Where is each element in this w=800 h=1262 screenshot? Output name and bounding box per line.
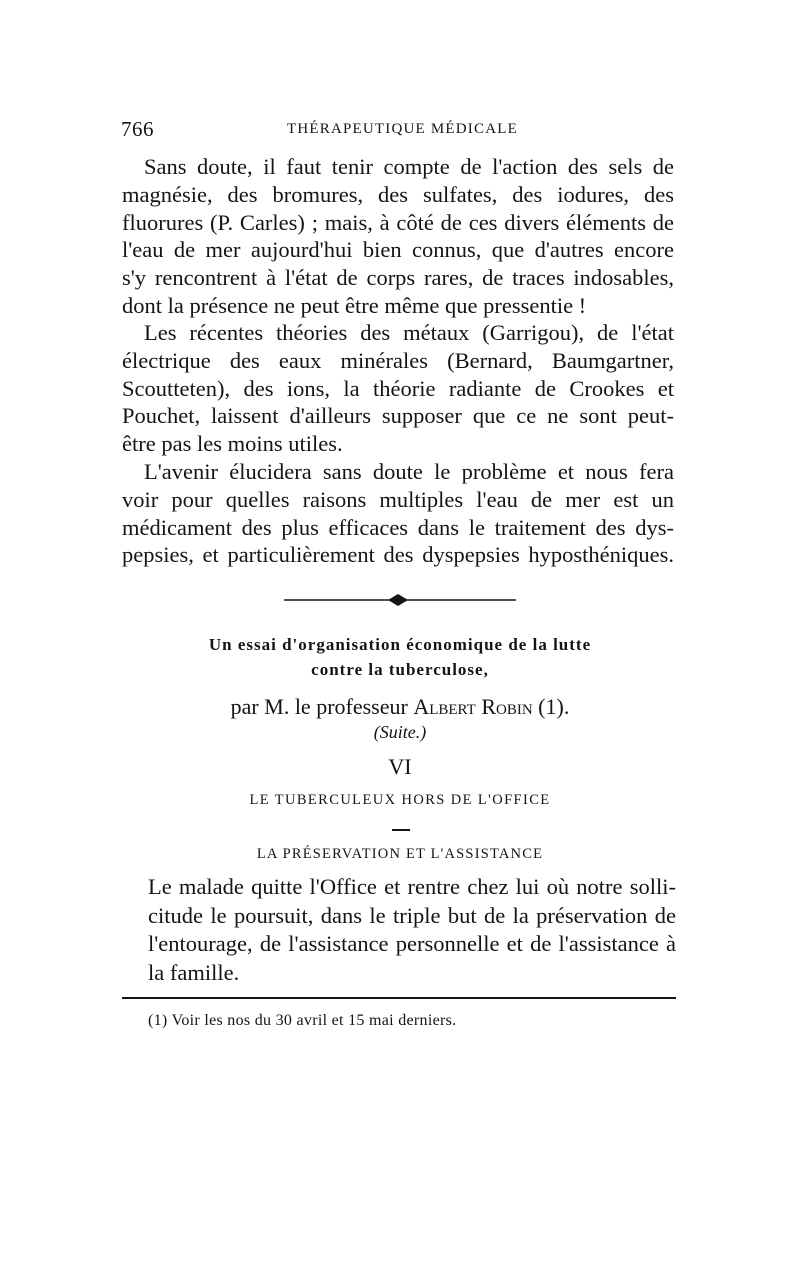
subsection-title: LA PRÉSERVATION ET L'ASSISTANCE [256,846,544,862]
text-line: pepsies, et particulièrement des dyspepsies hyposthéniques. [122,542,674,568]
article-title-line-2: contre la tuberculose, [311,660,489,679]
footnote: (1) Voir les nos du 30 avril et 15 mai derniers. [148,1012,457,1029]
text-line: Le malade quitte l'Office et rentre chez lui où notre solli- [148,874,676,899]
article-title [100,632,700,682]
text-line: s'y rencontrent à l'état de corps rares, de traces indosables, [122,265,674,291]
section-dash [392,829,410,831]
page-number: 766 [121,117,154,141]
text-line: citude le poursuit, dans le triple but de la préservation de [148,902,676,928]
section-title: LE TUBERCULEUX HORS DE L'OFFICE [249,792,551,808]
running-head: THÉRAPEUTIQUE MÉDICALE [287,121,518,137]
text-line: Les récentes théories des métaux (Garrigou), de l'état [144,320,674,345]
text-line: être pas les moins utiles. [122,431,343,457]
text-line: électrique des eaux minérales (Bernard, Baumgartner, [122,347,674,373]
text-line: médicament des plus efficaces dans le traitement des dys- [122,514,674,540]
text-line: magnésie, des bromures, des sulfates, des iodures, des [122,181,674,207]
article-title-line-1: Un essai d'organisation économique de la lutte [208,635,592,654]
byline [100,694,700,720]
paragraph-1 [122,153,674,320]
paragraph-3 [122,458,674,569]
text-line: la famille. [148,959,240,985]
section-divider-ornament [284,592,516,608]
text-line: L'avenir élucidera sans doute le problème et nous fera [144,459,674,484]
paragraph-2 [122,319,674,458]
text-line: l'eau de mer aujourd'hui bien connus, que d'autres encore [122,237,674,263]
author-name: Albert Robin [413,694,533,719]
text-line: Sans doute, il faut tenir compte de l'action des sels de [144,154,674,179]
text-line: fluorures (P. Carles) ; mais, à côté de ces divers éléments de [122,209,674,235]
continuation-note: (Suite.) [373,722,427,742]
text-line: l'entourage, de l'assistance personnelle et de l'assistance à [148,931,676,956]
text-line: voir pour quelles raisons multiples l'eau de mer est un [122,486,674,512]
text-line: Scoutteten), des ions, la théorie radiante de Crookes et [122,375,674,401]
byline-prefix: par M. le professeur [230,694,414,719]
section-number: VI [388,754,412,779]
text-line: dont la présence ne peut être même que pressentie ! [122,292,587,318]
footnote-rule [122,997,676,999]
footnote-reference: (1). [532,694,570,719]
paragraph-4 [148,873,676,987]
text-line: Pouchet, laissent d'ailleurs supposer que ce ne sont peut- [122,403,674,429]
